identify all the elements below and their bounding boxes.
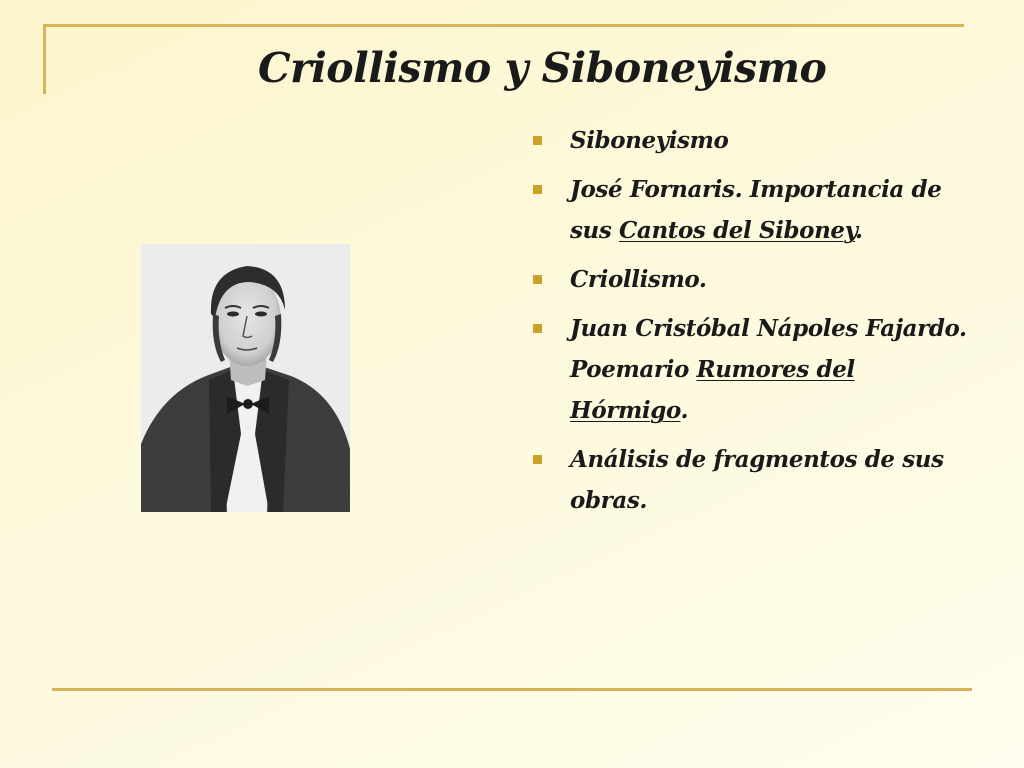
- bullet-item-criollismo: [530, 259, 970, 300]
- square-bullet-icon: [533, 324, 542, 333]
- square-bullet-icon: [533, 136, 542, 145]
- bullet-text-end: .: [855, 217, 863, 244]
- bullet-item-analisis: [530, 439, 970, 521]
- bullet-text: Siboneyismo: [570, 127, 729, 154]
- square-bullet-icon: [533, 275, 542, 284]
- frame-top-rule: [43, 24, 964, 27]
- portrait-engraving-icon: [141, 244, 350, 512]
- work-title-rumores-del-hormigo: Rumores del Hórmigo: [570, 356, 855, 424]
- bullet-text: Juan Cristóbal Nápoles Fajardo. Poemario: [570, 315, 967, 383]
- bullet-text: Criollismo.: [570, 266, 707, 293]
- bullet-item-napoles-fajardo: [530, 308, 970, 431]
- portrait-image: [141, 244, 350, 512]
- frame-left-rule: [43, 24, 46, 94]
- bullet-text: Análisis de fragmentos de sus obras.: [570, 446, 944, 514]
- frame-bottom-rule: [52, 688, 972, 691]
- bullet-text-end: .: [680, 397, 689, 424]
- bullet-text: José Fornaris. Importancia de sus: [570, 176, 942, 244]
- square-bullet-icon: [533, 185, 542, 194]
- work-title-cantos-del-siboney: Cantos del Siboney: [619, 217, 855, 244]
- bullet-item-siboneyismo: [530, 120, 970, 161]
- square-bullet-icon: [533, 455, 542, 464]
- slide-title: Criollismo y Siboneyismo: [258, 44, 827, 92]
- bullet-item-fornaris: [530, 169, 970, 251]
- bullet-list: [530, 120, 970, 529]
